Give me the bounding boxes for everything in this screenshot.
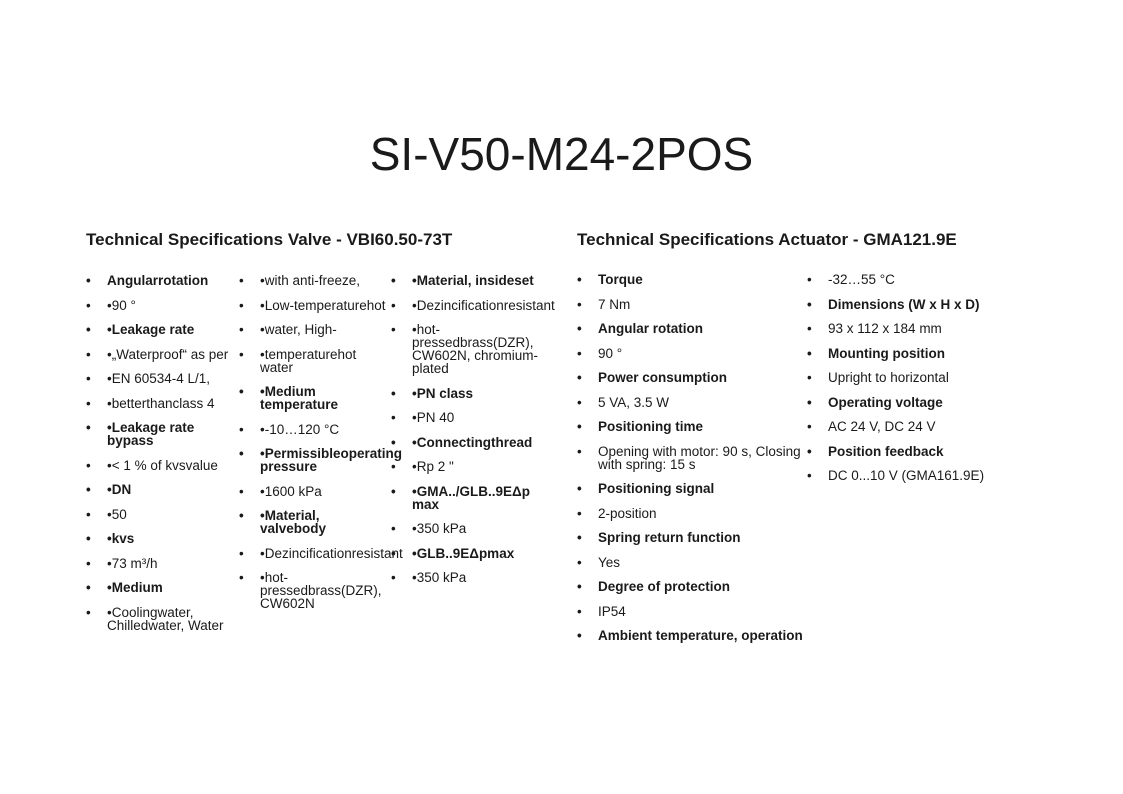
spec-item: • 93 x 112 x 184 mm bbox=[807, 322, 1027, 335]
spec-item: • •Coolingwater, Chilledwater, Water bbox=[86, 606, 236, 632]
spec-item: • •PN class bbox=[391, 387, 539, 400]
spec-item: • •Dezincificationresistant bbox=[391, 299, 539, 312]
spec-item: • Position feedback bbox=[807, 445, 1027, 458]
spec-item: • Torque bbox=[577, 273, 807, 286]
spec-item: • •EN 60534-4 L/1, bbox=[86, 372, 236, 385]
spec-item: • IP54 bbox=[577, 605, 807, 618]
spec-item: • Angularrotation bbox=[86, 274, 236, 287]
spec-item: • •50 bbox=[86, 508, 236, 521]
spec-item: • Positioning time bbox=[577, 420, 807, 433]
valve-spec-list-3 bbox=[391, 273, 555, 596]
spec-item: • 90 ° bbox=[577, 347, 807, 360]
valve-spec-list-1 bbox=[86, 274, 236, 643]
spec-item: • •water, High- bbox=[239, 323, 389, 336]
spec-item: • •Material, valvebody bbox=[239, 509, 389, 535]
spec-item: • •Medium bbox=[86, 581, 236, 594]
spec-item: • Spring return function bbox=[577, 531, 807, 544]
spec-item: • Positioning signal bbox=[577, 482, 807, 495]
spec-item: • 7 Nm bbox=[577, 298, 807, 311]
actuator-heading: Technical Specifications Actuator - GMA121.9E bbox=[577, 230, 957, 249]
spec-item: • Mounting position bbox=[807, 347, 1027, 360]
spec-item: • DC 0...10 V (GMA161.9E) bbox=[807, 469, 1027, 482]
spec-item: • •GLB..9EΔpmax bbox=[391, 547, 539, 560]
valve-heading: Technical Specifications Valve - VBI60.50-73T bbox=[86, 230, 453, 249]
spec-item: • •„Waterproof“ as per bbox=[86, 348, 236, 361]
spec-item: • Upright to horizontal bbox=[807, 371, 1027, 384]
spec-item: • •Permissibleoperating pressure bbox=[239, 447, 389, 473]
spec-item: • •hot-pressedbrass(DZR), CW602N bbox=[239, 571, 389, 610]
spec-item: • •Material, insideset bbox=[391, 274, 539, 287]
spec-item: • •Medium temperature bbox=[239, 385, 389, 411]
spec-item: • Ambient temperature, operation bbox=[577, 629, 807, 642]
spec-item: • 5 VA, 3.5 W bbox=[577, 396, 807, 409]
spec-item: • Dimensions (W x H x D) bbox=[807, 298, 1027, 311]
actuator-spec-list-2 bbox=[807, 273, 1027, 494]
spec-item: • Opening with motor: 90 s, Closing with spring: 15 s bbox=[577, 445, 807, 471]
spec-item: • AC 24 V, DC 24 V bbox=[807, 420, 1027, 433]
valve-spec-list-2 bbox=[239, 273, 403, 622]
spec-item: • •betterthanclass 4 bbox=[86, 397, 236, 410]
spec-item: • •Leakage rate bypass bbox=[86, 421, 236, 447]
spec-item: • Operating voltage bbox=[807, 396, 1027, 409]
spec-item: • •350 kPa bbox=[391, 522, 539, 535]
spec-item: • •-10…120 °C bbox=[239, 423, 389, 436]
spec-item: • Angular rotation bbox=[577, 322, 807, 335]
spec-item: • Power consumption bbox=[577, 371, 807, 384]
spec-item: • •Leakage rate bbox=[86, 323, 236, 336]
spec-item: • 2-position bbox=[577, 507, 807, 520]
spec-item: • •Connectingthread bbox=[391, 436, 539, 449]
spec-item: • •GMA../GLB..9EΔp max bbox=[391, 485, 539, 511]
spec-item: • •< 1 % of kvsvalue bbox=[86, 459, 236, 472]
spec-item: • Degree of protection bbox=[577, 580, 807, 593]
spec-item: • •DN bbox=[86, 483, 236, 496]
spec-item: • •90 ° bbox=[86, 299, 236, 312]
spec-item: • •Dezincificationresistant bbox=[239, 547, 389, 560]
spec-item: • Yes bbox=[577, 556, 807, 569]
spec-item: • •1600 kPa bbox=[239, 485, 389, 498]
spec-item: • •hot-pressedbrass(DZR), CW602N, chromium-plated bbox=[391, 323, 539, 375]
spec-item: • •kvs bbox=[86, 532, 236, 545]
page-title: SI-V50-M24-2POS bbox=[369, 128, 754, 180]
spec-item: • •Low-temperaturehot bbox=[239, 299, 389, 312]
spec-item: • •temperaturehot water bbox=[239, 348, 389, 374]
spec-item: • •Rp 2 " bbox=[391, 460, 539, 473]
spec-item: • •with anti-freeze, bbox=[239, 274, 389, 287]
spec-item: • •350 kPa bbox=[391, 571, 539, 584]
actuator-spec-list-1 bbox=[577, 273, 807, 654]
spec-item: • •PN 40 bbox=[391, 411, 539, 424]
spec-item: • -32…55 °C bbox=[807, 273, 1027, 286]
spec-item: • •73 m³/h bbox=[86, 557, 236, 570]
